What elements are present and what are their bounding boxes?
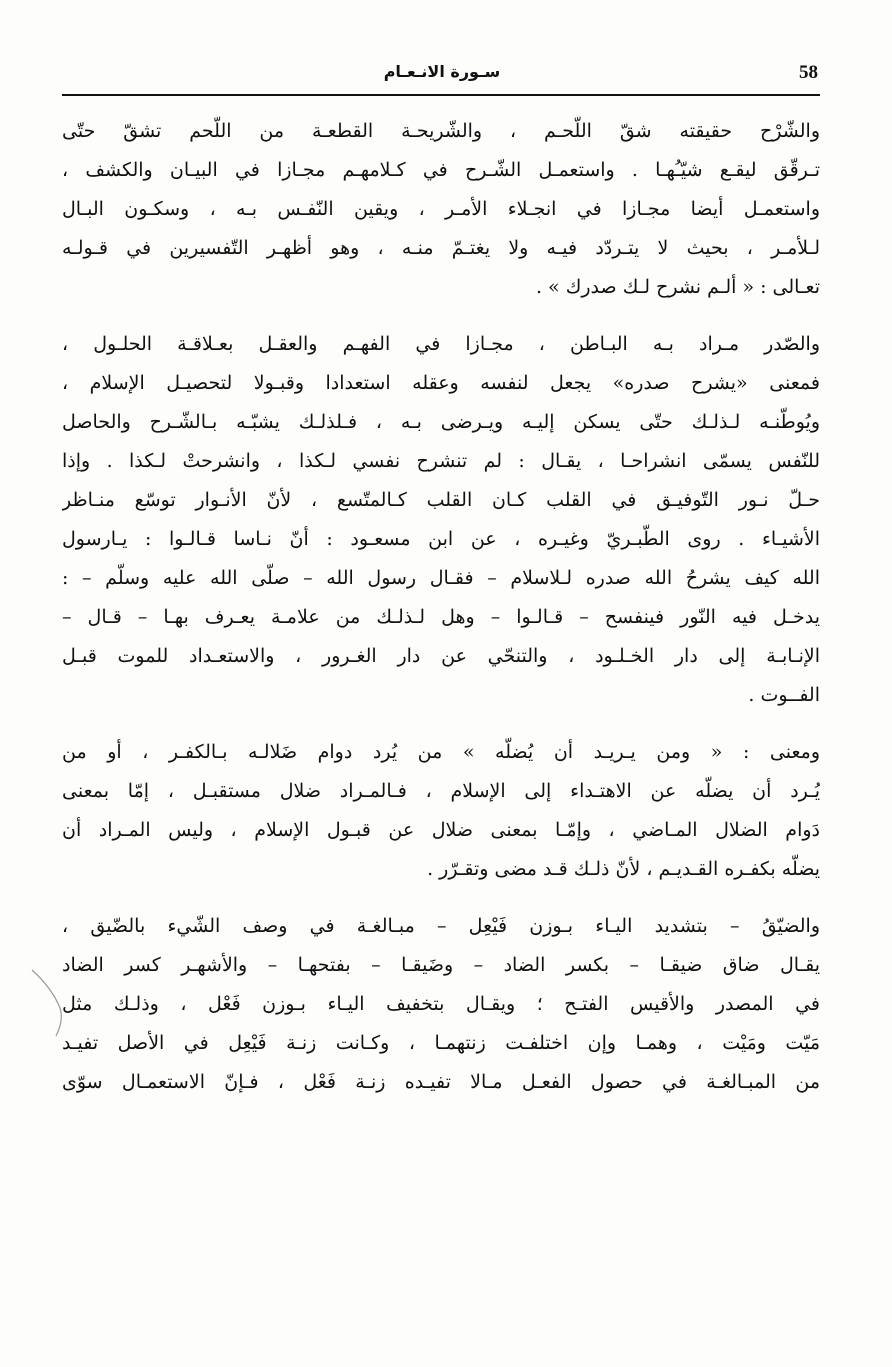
text-line: للنّفس يسمّى انشراحـا ، يقـال : لم تنشرح نفسي لـكذا ، وانشرحتْ لـكذا . وإذا xyxy=(62,450,820,472)
text-line: من المبـالغـة في حصول الفعـل مـالا تفيـده زنـة فَعْل ، فـإنّ الاستعمـال سوّى xyxy=(62,1071,820,1093)
text-line: في المصدر والأقيس الفتـح ؛ ويقـال بتخفيف اليـاء بـوزن فَعْل ، وذلـك مثل xyxy=(62,993,820,1015)
text-line: الأشيـاء . روى الطّبـريّ وغيـره ، عن ابن مسعـود : أنّ نـاسا قـالـوا : يـارسول xyxy=(62,528,820,550)
text-line: ويُوطّنـه لـذلـك حتّى يسكن إليـه ويـرضى بـه ، فـلذلـك يشبّـه بـالشّـرح والحاصل xyxy=(62,411,820,433)
header-divider xyxy=(62,94,820,96)
text-line: الإنـابـة إلى دار الخـلـود ، والتنحّي عن دار الغـرور ، والاستعـداد للموت قبـل xyxy=(62,645,820,667)
text-line: يقـال ضاق ضيقـا – بكسر الضاد – وضَيقـا – بفتحهـا – والأشهـر كسر الضاد xyxy=(62,954,820,976)
page-body xyxy=(62,112,820,1120)
text-line: يضلّه بكفـره القـديـم ، لأنّ ذلـك قـد مضى وتقـرّر . xyxy=(427,858,820,880)
paragraph-sadr xyxy=(62,325,820,715)
page-number: 58 xyxy=(799,62,818,83)
text-line: لـلأمـر ، بحيث لا يتـردّد فيـه ولا يغتـمّ منـه ، وهو أظهـر التّفسيرين في قـولـه xyxy=(62,237,820,259)
text-line: الله كيف يشرحُ الله صدره لـلاسلام – فقـال رسول الله – صلّى الله عليه وسلّم – : xyxy=(62,567,820,589)
text-line: يُـرد أن يضلّه عن الاهتـداء إلى الإسلام ، فـالمـراد ضلال مستقبـل ، إمّا بمعنى xyxy=(62,780,820,802)
text-line: والصّدر مـراد بـه البـاطن ، مجـازا في الفهـم والعقـل بعـلاقـة الحلـول ، xyxy=(62,333,820,355)
text-line: تـرقّق ليقـع شيّـُهـا . واستعمـل الشّـرح في كـلامهـم مجـازا في البيـان والكشف ، xyxy=(62,159,820,181)
scan-margin-mark xyxy=(30,968,70,1038)
paragraph-dayyiq xyxy=(62,907,820,1102)
text-line: حـلّ نـور التّوفيـق في القلب كـان القلب كـالمتّسع ، لأنّ الأنـوار توسّع منـاظر xyxy=(62,489,820,511)
page-header xyxy=(62,58,820,96)
text-line: فمعنى «يشرح صدره» يجعل لنفسه وعقله استعدادا وقبـولا لتحصيـل الإسلام ، xyxy=(62,372,820,394)
text-line: والشّرْح حقيقته شقّ اللّحـم ، والشّريحـة القطعـة من اللّحم تشقّ حتّى xyxy=(62,120,820,142)
text-line: تعـالى : « ألـم نشرح لـك صدرك » . xyxy=(535,276,820,298)
text-line: الفــوت . xyxy=(748,684,820,706)
text-line: دَوام الضلال المـاضي ، وإمّـا بمعنى ضلال عن قبـول الإسلام ، وليس المـراد أن xyxy=(62,819,820,841)
paragraph-yudillahu xyxy=(62,733,820,889)
text-line: مَيّت ومَيْت ، وهمـا وإن اختلفـت زنتهمـا ، وكـانت زنـة فَيْعِل في الأصل تفيـد xyxy=(62,1032,820,1054)
running-title: سـورة الانـعـام xyxy=(383,62,501,81)
text-line: يدخـل فيه النّور فينفسح – قـالـوا – وهل لـذلـك من علامـة يعـرف بهـا – قـال – xyxy=(62,606,820,628)
text-line: ومعنى : « ومن يـريـد أن يُضلّه » من يُرد دوام ضَلالـه بـالكفـر ، أو من xyxy=(62,741,820,763)
text-line: والضيّقُ – بتشديد اليـاء بـوزن فَيْعِل – مبـالغـة في وصف الشّيء بالضّيق ، xyxy=(62,915,820,937)
text-line: واستعمـل أيضا مجـازا في انجـلاء الأمـر ، ويقين النّفـس بـه ، وسكـون البـال xyxy=(62,198,820,220)
paragraph-sharh xyxy=(62,112,820,307)
